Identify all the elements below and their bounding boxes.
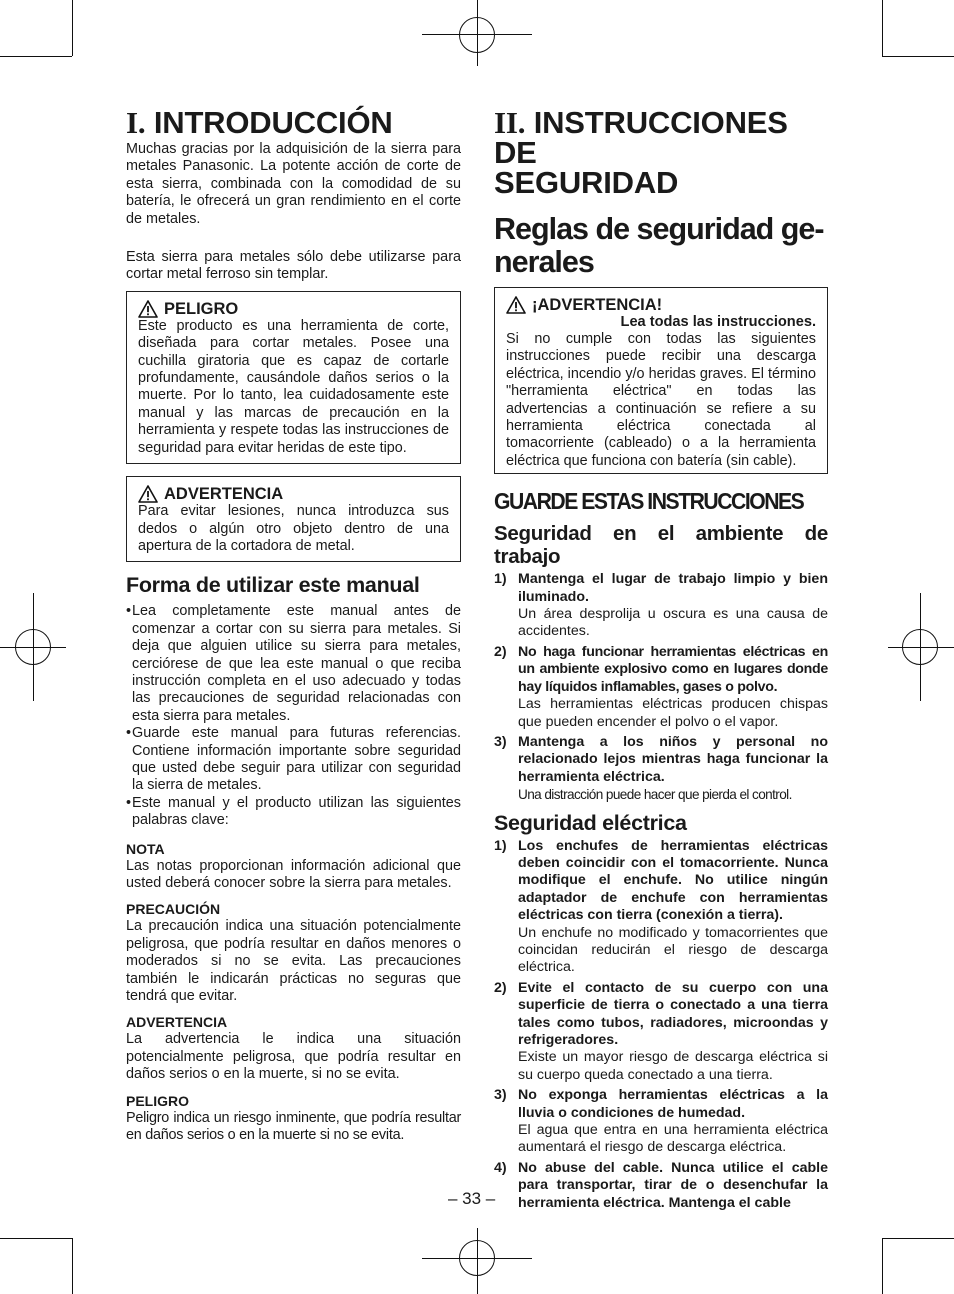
electrical-safety-heading: Seguridad eléctrica xyxy=(494,810,687,835)
item-number: 1) xyxy=(494,837,507,854)
section-title-line-1: INSTRUCCIONES DE xyxy=(494,105,788,170)
intro-paragraph-1: Muchas gracias por la adquisición de la sierra para metales Panasonic. La potente acción de corte de esta sierra, combinada con la comodidad de su batería, le ofrecerá un gran rendimiento en el corte de metales. xyxy=(126,141,461,227)
manual-bullet-list xyxy=(126,603,461,829)
warning-triangle-icon xyxy=(138,300,158,318)
keyword-label: PELIGRO xyxy=(126,1092,190,1109)
subtitle-line-2: nerales xyxy=(494,245,594,279)
item-instruction: No exponga herramientas eléctricas a la lluvia o condiciones de humedad. xyxy=(518,1087,828,1121)
keyword-label: ADVERTENCIA xyxy=(126,1014,228,1031)
work-area-safety-heading: Seguridad en el ambiente de trabajo xyxy=(494,522,828,569)
warning-box xyxy=(126,476,461,562)
item-explanation: Un enchufe no modificado y tomacorrientes que coincidan reducirán el riesgo de descarga eléctrica. xyxy=(518,924,828,976)
bullet-text: Este manual y el producto utilizan las siguientes palabras clave: xyxy=(132,794,461,829)
section-numeral: I. xyxy=(126,105,146,140)
item-explanation: Una distracción puede hacer que pierda el control. xyxy=(518,787,792,803)
safety-heading xyxy=(494,105,828,200)
item-number: 3) xyxy=(494,733,507,750)
list-item xyxy=(494,1160,828,1212)
warning-box-title: ¡ADVERTENCIA! xyxy=(532,296,663,314)
keyword-label: PRECAUCIÓN xyxy=(126,901,221,918)
item-explanation: Un área desprolija u oscura es una causa de accidentes. xyxy=(518,606,828,640)
list-item xyxy=(494,571,828,641)
read-instructions-warning-box xyxy=(494,287,828,474)
item-number: 2) xyxy=(494,643,507,660)
item-instruction: Mantenga el lugar de trabajo limpio y bien iluminado. xyxy=(518,571,828,605)
subtitle-line-1: Reglas de seguridad ge- xyxy=(494,212,824,246)
warning-box-subtitle: Lea todas las instrucciones. xyxy=(620,314,816,330)
keyword-definition xyxy=(126,901,461,1005)
item-number: 4) xyxy=(494,1159,507,1176)
warning-triangle-icon xyxy=(506,296,526,314)
warning-box-header xyxy=(138,485,449,503)
keyword-text: Peligro indica un riesgo inminente, que podría resultar en daños serios o en la muerte si no se evita. xyxy=(126,1109,461,1144)
item-number: 1) xyxy=(494,571,507,588)
item-explanation: Existe un mayor riesgo de descarga eléctrica si su cuerpo queda conectado a una tierra. xyxy=(518,1049,828,1083)
bullet-mark: • xyxy=(126,603,132,620)
item-number: 3) xyxy=(494,1087,507,1104)
warning-box-text: Si no cumple con todas las siguientes instrucciones puede recibir una descarga eléctrica, incendio y/o heridas graves. El término "herramienta eléctrica" en todas las advertencias a continuación se refiere a su herramienta eléctrica conectada al tomacorriente (cableado) o a la herramienta eléctrica que funciona con batería (sin cable). xyxy=(506,331,816,469)
keyword-text: La precaución indica una situación potencialmente peligrosa, que podría resultar en daños menores o moderados si no se evita. Las precauciones también le indicarán prácticas no seguras que tendrá que evitar. xyxy=(126,918,461,1005)
keyword-text: La advertencia le indica una situación potencialmente peligrosa, que podría resultar en daños serios o en la muerte, si no se evita. xyxy=(126,1031,461,1083)
list-item xyxy=(494,980,828,1084)
item-explanation: Las herramientas eléctricas producen chispas que pueden encender el polvo o el vapor. xyxy=(518,696,828,730)
intro-heading xyxy=(126,105,461,140)
bullet-text: Lea completamente este manual antes de comenzar a cortar con su sierra para metales. Si deja que alguien utilice su sierra para metales, cerciórese de que lea este manual o que reciba instrucción completa en el uso adecuado y todas las precauciones de seguridad relacionadas con esta sierra para metales. xyxy=(132,603,461,724)
item-instruction: No haga funcionar herramientas eléctricas en un ambiente explosivo como en lugares donde hay líquidos inflamables, gases o polvo. xyxy=(518,643,828,695)
danger-box-title: PELIGRO xyxy=(164,299,239,318)
page-number: – 33 – xyxy=(448,1189,496,1208)
warning-triangle-icon xyxy=(138,485,158,503)
danger-box-text: Este producto es una herramienta de corte, diseñada para cortar metales. Posee una cuchilla giratoria que es capaz de cortarle profundamente, causándole daños serios o la muerte. Por lo tanto, lea cuidadosamente este manual y las marcas de precaución en la herramienta y respete todas las instrucciones de seguridad para evitar heridas de este tipo. xyxy=(138,317,449,456)
work-area-list xyxy=(494,571,828,803)
keyword-label: NOTA xyxy=(126,840,165,857)
warning-box-header xyxy=(506,296,816,314)
left-column xyxy=(126,105,461,1144)
list-item xyxy=(126,603,461,725)
keyword-definition xyxy=(126,1093,461,1145)
item-explanation: El agua que entra en una herramienta eléctrica aumentará el riesgo de descarga eléctrica. xyxy=(518,1122,828,1156)
keyword-definition xyxy=(126,1014,461,1083)
keyword-definition xyxy=(126,841,461,893)
list-item xyxy=(126,795,461,830)
bullet-mark: • xyxy=(126,794,132,811)
section-title: INTRODUCCIÓN xyxy=(153,105,393,140)
list-item xyxy=(494,644,828,731)
keyword-text: Las notas proporcionan información adicional que usted deberá conocer sobre la sierra para metales. xyxy=(126,857,461,891)
item-instruction: Evite el contacto de su cuerpo con una superficie de tierra o conectado a una tierra tales como tubos, radiadores, microondas y refrigeradores. xyxy=(518,979,828,1048)
section-title-line-2: SEGURIDAD xyxy=(494,165,679,200)
bullet-mark: • xyxy=(126,725,132,742)
bullet-text: Guarde este manual para futuras referencias. Contiene información importante sobre seguridad que usted debe seguir para utilizar con seguridad la sierra de metales. xyxy=(132,725,461,794)
item-instruction: Los enchufes de herramientas eléctricas deben coincidir con el tomacorriente. Nunca modifique el enchufe. No utilice ningún adaptador de enchufe con herramientas eléctricas con tierra (conexión a tierra). xyxy=(518,837,828,924)
list-item xyxy=(494,838,828,977)
electrical-list xyxy=(494,838,828,1213)
intro-paragraph-2: Esta sierra para metales sólo debe utilizarse para cortar metal ferroso sin templar. xyxy=(126,249,461,283)
danger-box-header xyxy=(138,300,449,318)
item-instruction: Mantenga a los niños y personal no relacionado lejos mientras haga funcionar la herramienta eléctrica. xyxy=(518,733,828,785)
list-item xyxy=(494,1087,828,1157)
right-column xyxy=(494,105,828,1212)
section-numeral: II. xyxy=(494,105,526,140)
general-rules-heading xyxy=(494,213,828,279)
item-instruction: No abuse del cable. Nunca utilice el cable para transportar, tirar de o desenchufar la herramienta eléctrica. Mantenga el cable xyxy=(518,1159,828,1211)
manual-heading: Forma de utilizar este manual xyxy=(126,573,420,598)
warning-box-title: ADVERTENCIA xyxy=(164,485,284,504)
item-number: 2) xyxy=(494,979,507,996)
danger-box xyxy=(126,291,461,464)
list-item xyxy=(126,725,461,795)
warning-box-text: Para evitar lesiones, nunca introduzca sus dedos o algún otro objeto dentro de una apertura de la cortadora de metal. xyxy=(138,503,449,554)
save-instructions-heading: GUARDE ESTAS INSTRUCCIONES xyxy=(494,488,804,515)
list-item xyxy=(494,734,828,804)
